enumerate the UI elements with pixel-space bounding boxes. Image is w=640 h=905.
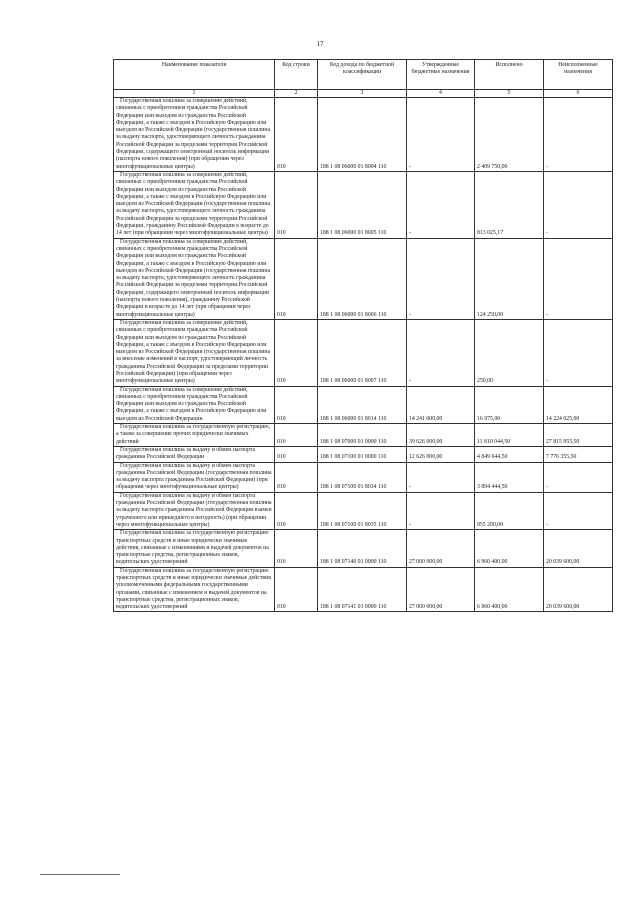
executed-amount: 955 200,00: [475, 492, 544, 529]
approved-amount: -: [407, 171, 475, 238]
line-code: 010: [275, 492, 318, 529]
table-header-row: [114, 60, 613, 90]
executed-amount: 4 849 644,50: [475, 446, 544, 462]
indicator-name: Государственная пошлина за совершение действий, связанных с приобретением гражданства Российской Федерации или выходом из гражданства Российской Федерации, а также с въездом в Российскую Федерацию или выездом из Российской Федерации (государственная пошлина за выдачу паспорта, удостоверяющего личность гражданина Российской Федерации за пределами территории Российской Федерации, содержащего электронный носитель информации (паспорта нового поколения) (при обращении через многофункциональные центры): [114, 98, 275, 172]
income-code: 188 1 08 07141 01 0000 110: [318, 567, 407, 612]
income-code: 188 1 08 07000 01 0000 110: [318, 424, 407, 447]
unexecuted-amount: -: [544, 462, 613, 492]
table-row: [114, 319, 613, 386]
indicator-name: Государственная пошлина за выдачу и обмен паспорта гражданина Российской Федерации (государственная пошлина за выдачу паспорта гражданина Российской Федерации) (при обращении через многофункциональные центры): [114, 462, 275, 492]
unexecuted-amount: -: [544, 319, 613, 386]
executed-amount: 11 810 044,50: [475, 424, 544, 447]
executed-amount: 124 250,00: [475, 238, 544, 319]
indicator-name: Государственная пошлина за государственную регистрацию транспортных средств и иные юридически значимые действия уполномоченными федеральными государственными органами, связанные с изменением и выдачей документов на транспортные средства, регистрационных знаков, водительских удостоверений: [114, 567, 275, 612]
budget-execution-table: [113, 59, 613, 612]
approved-amount: 12 626 000,00: [407, 446, 475, 462]
indicator-name: Государственная пошлина за выдачу и обмен паспорта гражданина Российской Федерации (государственная пошлина за выдачу паспорта гражданина Российской Федерации взамен утраченного или пришедшего в негодность) (при обращении через многофункциональные центры): [114, 492, 275, 529]
table-row: [114, 446, 613, 462]
approved-amount: -: [407, 319, 475, 386]
indicator-name: Государственная пошлина за совершение действий, связанных с приобретением гражданства Российской Федерации или выходом из гражданства Российской Федерации, а также с въездом в Российскую Федерацию или выездом из Российской Федерации: [114, 386, 275, 423]
unexecuted-amount: -: [544, 171, 613, 238]
line-code: 010: [275, 238, 318, 319]
indicator-name: Государственная пошлина за совершение действий, связанных с приобретением гражданства Российской Федерации или выходом из гражданства Российской Федерации, а также с въездом в Российскую Федерацию или выездом из Российской Федерации (государственная пошлина за выдачу паспорта, удостоверяющего личность гражданина Российской Федерации за пределами территории Российской Федерации, содержащего электронный носитель информации (паспорта нового поколения), гражданину Российской Федерации в возрасте до 14 лет (при обращении через многофункциональные центры): [114, 238, 275, 319]
column-number: 2: [275, 90, 318, 98]
executed-amount: 6 960 400,00: [475, 567, 544, 612]
unexecuted-amount: -: [544, 238, 613, 319]
approved-amount: 27 000 000,00: [407, 567, 475, 612]
approved-amount: -: [407, 462, 475, 492]
line-code: 010: [275, 319, 318, 386]
income-code: 188 1 08 07140 01 0000 110: [318, 530, 407, 567]
header-income-code: Код дохода по бюджетной классификации: [318, 60, 407, 90]
executed-amount: 3 894 444,50: [475, 462, 544, 492]
indicator-name: Государственная пошлина за выдачу и обмен паспорта гражданина Российской Федерации: [114, 446, 275, 462]
approved-amount: -: [407, 492, 475, 529]
approved-amount: -: [407, 98, 475, 172]
header-line-code: Код строки: [275, 60, 318, 90]
income-code: 188 1 08 06000 01 8006 110: [318, 238, 407, 319]
income-code: 188 1 08 07100 01 0000 110: [318, 446, 407, 462]
line-code: 010: [275, 567, 318, 612]
income-code: 188 1 08 06000 01 8014 110: [318, 386, 407, 423]
table-row: [114, 424, 613, 447]
line-code: 010: [275, 171, 318, 238]
indicator-name: Государственная пошлина за государственную регистрацию, а также за совершение прочих юридически значимых действий: [114, 424, 275, 447]
column-number: 5: [475, 90, 544, 98]
column-number: 1: [114, 90, 275, 98]
unexecuted-amount: 20 039 600,00: [544, 530, 613, 567]
header-indicator-name: Наименование показателя: [114, 60, 275, 90]
executed-amount: 813 025,17: [475, 171, 544, 238]
income-code: 188 1 08 07100 01 8035 110: [318, 492, 407, 529]
table-row: [114, 171, 613, 238]
line-code: 010: [275, 424, 318, 447]
income-code: 188 1 08 07100 01 8034 110: [318, 462, 407, 492]
income-code: 188 1 08 06000 01 8004 110: [318, 98, 407, 172]
approved-amount: 14 241 000,00: [407, 386, 475, 423]
indicator-name: Государственная пошлина за совершение действий, связанных с приобретением гражданства Российской Федерации или выходом из гражданства Российской Федерации, а также с въездом в Российскую Федерацию или выездом из Российской Федерации (государственная пошлина за внесение изменений в паспорт, удостоверяющий личность гражданина Российской Федерации за пределами территории Российской Федерации) (при обращении через многофункциональные центры): [114, 319, 275, 386]
approved-amount: 27 000 000,00: [407, 530, 475, 567]
income-code: 188 1 08 06000 01 8007 110: [318, 319, 407, 386]
income-code: 188 1 08 06000 01 8005 110: [318, 171, 407, 238]
executed-amount: 250,00: [475, 319, 544, 386]
indicator-name: Государственная пошлина за совершение действий, связанных с приобретением гражданства Российской Федерации или выходом из гражданства Российской Федерации, а также с въездом в Российскую Федерацию или выездом из Российской Федерации (государственная пошлина за выдачу паспорта, удостоверяющего личность гражданина Российской Федерации за пределами территории Российской Федерации, гражданину Российской Федерации в возрасте до 14 лет (при обращении через многофункциональные центры): [114, 171, 275, 238]
page-number: 17: [316, 40, 324, 48]
line-code: 010: [275, 446, 318, 462]
table-row: [114, 492, 613, 529]
table-row: [114, 238, 613, 319]
approved-amount: 39 626 000,00: [407, 424, 475, 447]
unexecuted-amount: 7 776 355,50: [544, 446, 613, 462]
unexecuted-amount: -: [544, 492, 613, 529]
header-unexecuted: Неисполненные назначения: [544, 60, 613, 90]
header-approved: Утвержденные бюджетные назначения: [407, 60, 475, 90]
table-row: [114, 567, 613, 612]
table-row: [114, 98, 613, 172]
line-code: 010: [275, 386, 318, 423]
table-row: [114, 462, 613, 492]
indicator-name: Государственная пошлина за государственную регистрацию транспортных средств и иные юридически значимые действия, связанные с изменениями и выдачей документов на транспортные средства, регистрационных знаков, водительских удостоверений: [114, 530, 275, 567]
column-number-row: [114, 90, 613, 98]
line-code: 010: [275, 530, 318, 567]
unexecuted-amount: 14 224 025,00: [544, 386, 613, 423]
column-number: 4: [407, 90, 475, 98]
column-number: 3: [318, 90, 407, 98]
header-executed: Исполнено: [475, 60, 544, 90]
executed-amount: 2 409 750,00: [475, 98, 544, 172]
unexecuted-amount: 20 039 600,00: [544, 567, 613, 612]
executed-amount: 6 960 400,00: [475, 530, 544, 567]
line-code: 010: [275, 462, 318, 492]
footnote-rule: [40, 874, 120, 875]
unexecuted-amount: 27 815 955,50: [544, 424, 613, 447]
unexecuted-amount: -: [544, 98, 613, 172]
table-row: [114, 530, 613, 567]
table-row: [114, 386, 613, 423]
executed-amount: 16 975,00: [475, 386, 544, 423]
line-code: 010: [275, 98, 318, 172]
approved-amount: -: [407, 238, 475, 319]
column-number: 6: [544, 90, 613, 98]
